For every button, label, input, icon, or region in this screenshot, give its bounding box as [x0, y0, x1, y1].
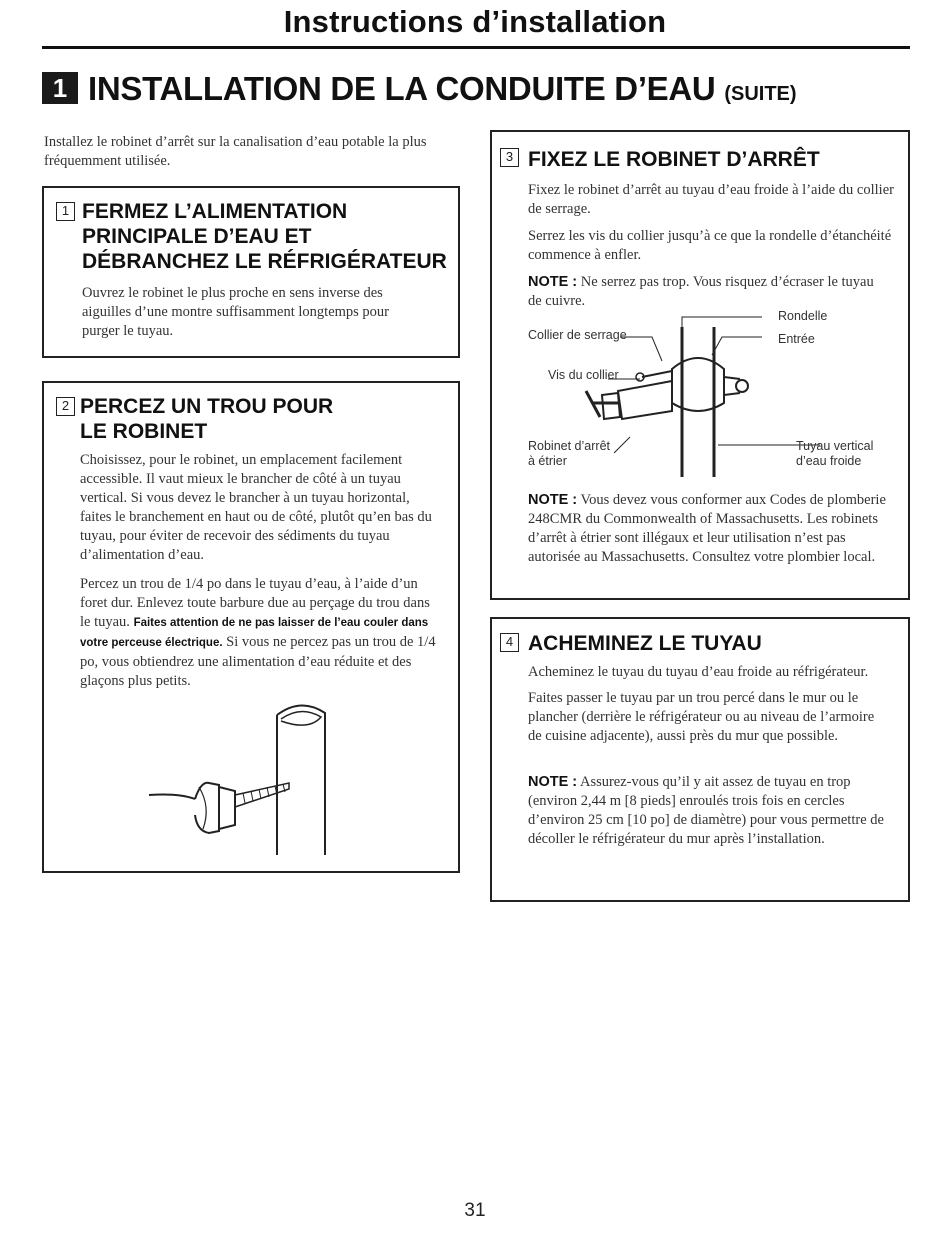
step-1-box	[42, 186, 460, 358]
header-rule	[42, 46, 910, 49]
step-4-para-2: Faites passer le tuyau par un trou percé dans le mur ou le plancher (derrière le réfrigérateur ou au niveau de l’armoire de cuisine adjacente), aussi près du mur que possible.	[528, 690, 875, 744]
section-number: 1	[42, 72, 78, 104]
page-header-title: Instructions d’installation	[283, 4, 667, 39]
label-tuyau-2: d’eau froide	[796, 454, 862, 468]
step-4-note-text: Assurez-vous qu’il y ait assez de tuyau en trop (environ 2,44 m [8 pieds] enroulés trois fois en cercles d’environ 25 cm [10 po] de diamètre) pour vous permettre de décoller le réfrigérateur du mur après l’installation.	[528, 774, 884, 847]
step-3-note-label: NOTE :	[528, 274, 578, 290]
step-2-para-2	[80, 575, 440, 691]
step-1-text: Ouvrez le robinet le plus proche en sens inverse des aiguilles d’une montre suffisamment longtemps pour purger le tuyau.	[82, 285, 389, 339]
step-2-box	[42, 381, 460, 873]
section-title-text: INSTALLATION DE LA CONDUITE D’EAU	[88, 70, 716, 107]
step-3-note-1	[528, 273, 878, 311]
step-4-note	[528, 773, 898, 849]
step-2-title-line: PERCEZ UN TROU POUR	[80, 395, 334, 418]
step-4-note-label: NOTE :	[528, 774, 578, 790]
step-3-para-1: Fixez le robinet d’arrêt au tuyau d’eau froide à l’aide du collier de serrage.	[528, 182, 894, 217]
step-3-note-label-2: NOTE :	[528, 492, 578, 508]
label-robinet-1: Robinet d’arrêt	[528, 439, 610, 453]
section-heading	[42, 70, 912, 110]
step-4-number: 4	[500, 633, 519, 652]
step-1-title-line: FERMEZ L’ALIMENTATION	[82, 200, 348, 223]
step-2-para-2-end: Si vous ne percez pas un trou de 1/4 po, vous obtiendrez une alimentation d’eau réduite et des glaçons plus petits.	[80, 634, 436, 689]
step-2-title-line: LE ROBINET	[80, 420, 208, 443]
step-1-title	[82, 199, 452, 274]
step-2-para-2-start: Percez un trou de 1/4 po dans le tuyau d’eau, à l’aide d’un foret dur. Enlevez toute barbure due au perçage du trou dans le tuyau.	[80, 576, 430, 630]
step-4-box	[490, 617, 910, 902]
step-2-number: 2	[56, 397, 75, 416]
step-3-box	[490, 130, 910, 600]
step-3-para-2: Serrez les vis du collier jusqu’à ce que la rondelle d’étanchéité commence à enfler.	[528, 228, 892, 263]
section-title	[88, 70, 797, 108]
label-tuyau-1: Tuyau vertical	[796, 439, 874, 453]
step-4-para-1: Acheminez le tuyau du tuyau d’eau froide au réfrigérateur.	[528, 664, 869, 680]
step-1-title-line: PRINCIPALE D’EAU ET	[82, 225, 312, 248]
step-3-number: 3	[500, 148, 519, 167]
page-number: 31	[464, 1200, 486, 1221]
step-3-title: FIXEZ LE ROBINET D’ARRÊT	[528, 148, 820, 171]
step-2-warning: Faites attention de ne pas laisser de l’eau couler dans votre perceuse électrique.	[80, 617, 429, 649]
intro-text: Installez le robinet d’arrêt sur la canalisation d’eau potable la plus fréquemment utilisée.	[44, 134, 427, 169]
label-rondelle: Rondelle	[778, 309, 828, 323]
drill-pipe-illustration	[139, 695, 379, 870]
label-collier-serrage: Collier de serrage	[528, 328, 627, 342]
label-vis-collier: Vis du collier	[548, 368, 619, 382]
step-2-title	[80, 394, 450, 444]
step-1-title-line: DÉBRANCHEZ LE RÉFRIGÉRATEUR	[82, 250, 447, 273]
section-title-suffix: (SUITE)	[724, 83, 797, 105]
label-entree: Entrée	[778, 332, 815, 346]
step-1-number: 1	[56, 202, 75, 221]
step-2-para-1: Choisissez, pour le robinet, un emplacement facilement accessible. Il vaut mieux le brancher de côté à un tuyau vertical. Si vous devez le brancher à un tuyau horizontal, faites le branchement en haut ou de côté, plutôt qu’en bas du tuyau, pour éviter de recevoir des sédiments du tuyau d’alimentation d’eau.	[80, 452, 432, 563]
step-3-note-2	[528, 491, 894, 567]
step-3-note-2-text: Vous devez vous conformer aux Codes de plomberie 248CMR du Commonwealth of Massachusetts. Les robinets d’arrêt à étrier sont illégaux et leur utilisation n’est pas autorisée au Massachusetts. Consultez votre plombier local.	[528, 492, 886, 565]
step-3-note-1-text: Ne serrez pas trop. Vous risquez d’écraser le tuyau de cuivre.	[528, 274, 874, 309]
step-4-title: ACHEMINEZ LE TUYAU	[528, 632, 762, 655]
label-robinet-2: à étrier	[528, 454, 567, 468]
